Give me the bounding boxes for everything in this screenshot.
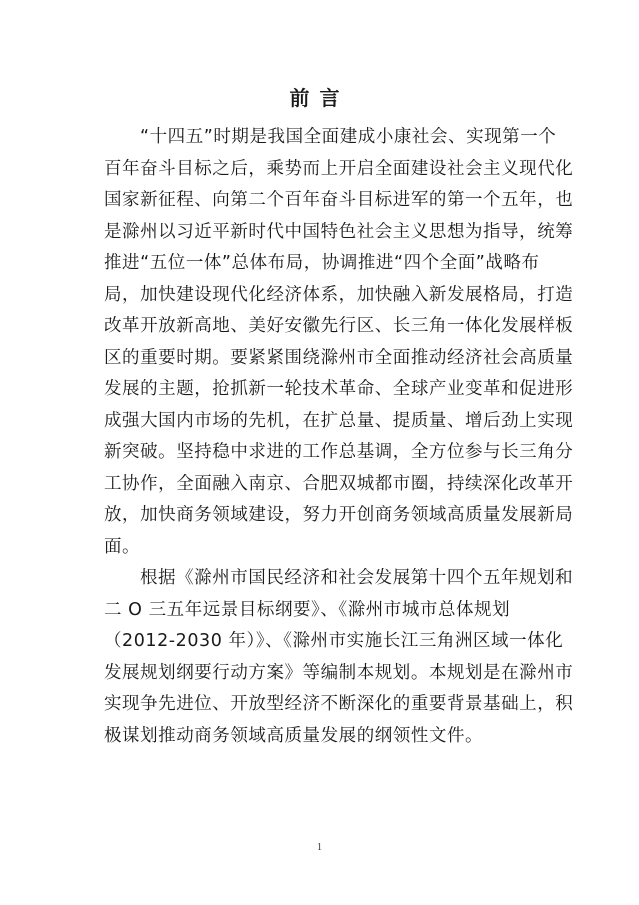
paragraph-line: 百年奋斗目标之后，乘势而上开启全面建设社会主义现代化 [104, 158, 574, 179]
paragraph-line: 是滁州以习近平新时代中国特色社会主义思想为指导，统筹 [104, 221, 574, 242]
paragraph-line: 成强大国内市场的先机，在扩总量、提质量、增后劲上实现 [104, 410, 574, 431]
paragraph-line: （2012-2030 年）》、《滁州市实施长江三角洲区域一体化 [104, 631, 564, 651]
page-title: 前言 [289, 86, 350, 110]
paragraph-line: 工协作，全面融入南京、合肥双城都市圈，持续深化改革开 [104, 473, 574, 494]
paragraph-line: 根据《滁州市国民经济和社会发展第十四个五年规划和 [140, 568, 574, 588]
paragraph-line: 新突破。坚持稳中求进的工作总基调，全方位参与长三角分 [104, 442, 574, 462]
paragraph-line: 局，加快建设现代化经济体系，加快融入新发展格局，打造 [104, 284, 574, 305]
paragraph-line: “十四五”时期是我国全面建成小康社会、实现第一个 [140, 127, 557, 147]
paragraph-line: 极谋划推动商务领域高质量发展的纲领性文件。 [104, 725, 484, 746]
paragraph-line: 面。 [104, 536, 141, 557]
paragraph-line: 国家新征程、向第二个百年奋斗目标进军的第一个五年，也 [104, 190, 574, 210]
page-number: 1 [317, 842, 322, 853]
paragraph-line: 推进“五位一体”总体布局，协调推进“四个全面”战略布 [104, 253, 540, 273]
paragraph-line: 二 O 三五年远景目标纲要》、《滁州市城市总体规划 [104, 599, 511, 620]
document-body [104, 122, 574, 752]
paragraph-line: 实现争先进位、开放型经济不断深化的重要背景基础上，积 [104, 694, 574, 714]
paragraph-preface-2 [104, 563, 574, 752]
paragraph-preface-1 [104, 122, 574, 563]
paragraph-line: 发展的主题，抢抓新一轮技术革命、全球产业变革和促进形 [104, 379, 574, 399]
paragraph-line: 发展规划纲要行动方案》等编制本规划。本规划是在滁州市 [104, 662, 574, 683]
paragraph-line: 放，加快商务领域建设，努力开创商务领域高质量发展新局 [104, 505, 574, 525]
paragraph-line: 改革开放新高地、美好安徽先行区、长三角一体化发展样板 [104, 316, 574, 336]
paragraph-line: 区的重要时期。要紧紧围绕滁州市全面推动经济社会高质量 [104, 347, 574, 368]
